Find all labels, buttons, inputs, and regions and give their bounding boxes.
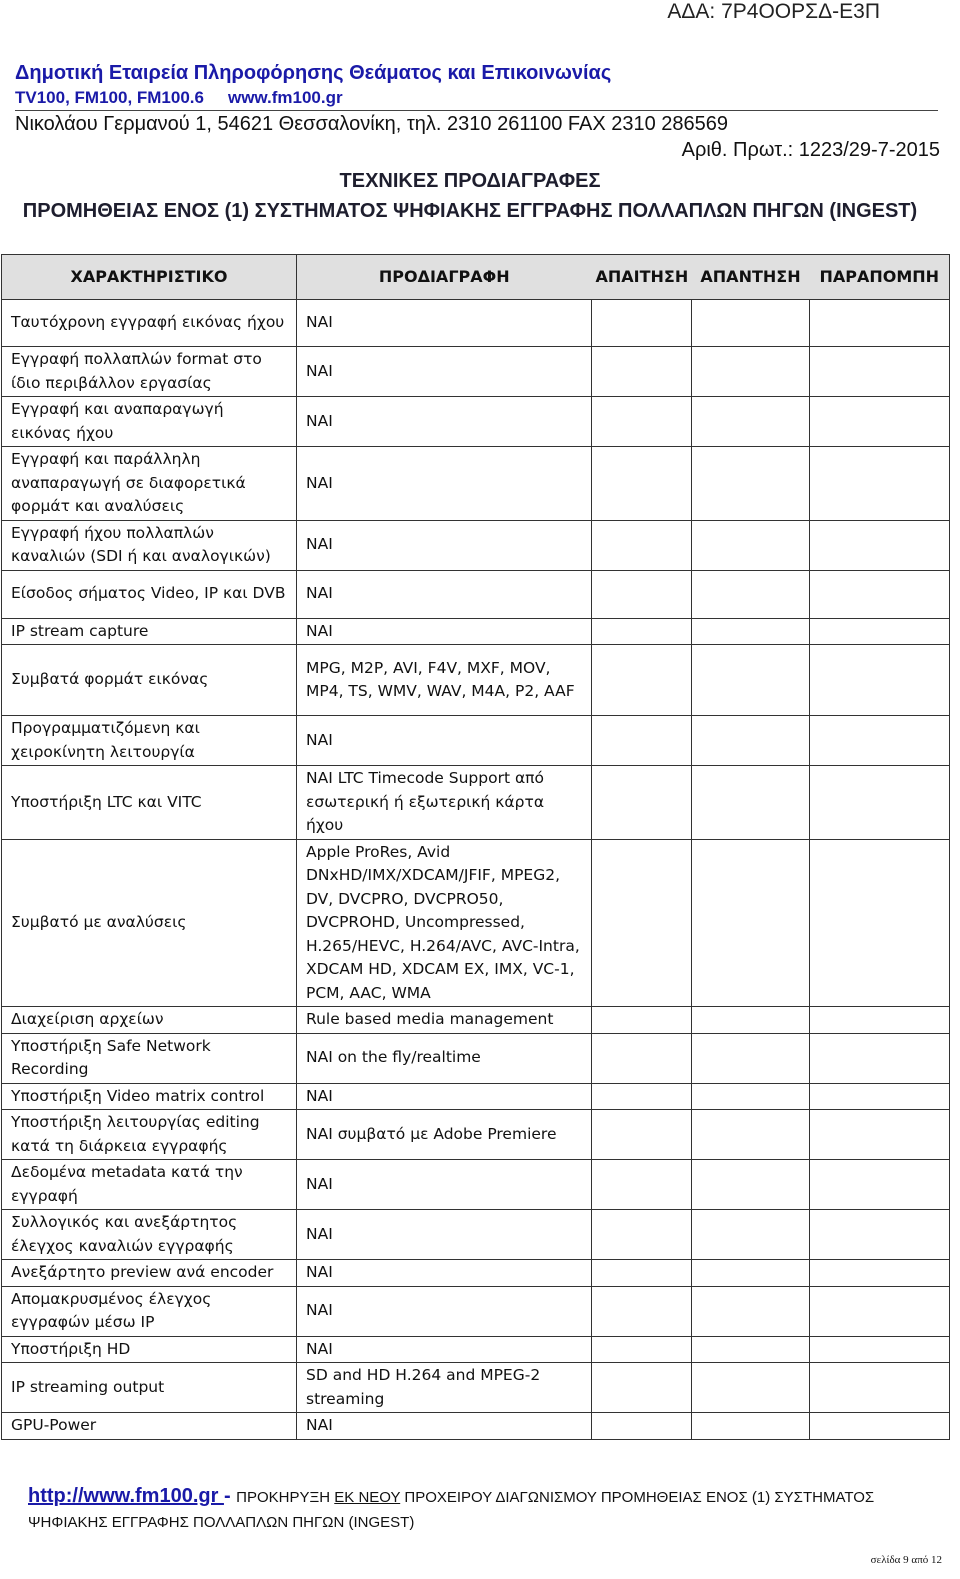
answer-cell [692,300,810,347]
reference-cell [810,520,950,570]
table-row [2,520,950,570]
spec-cell: ΝΑΙ [297,447,592,521]
spec-cell: ΝΑΙ [297,520,592,570]
requirement-cell [592,1413,692,1440]
feature-cell: Υποστήριξη Safe Network Recording [2,1033,297,1083]
spec-cell: ΝΑΙ [297,716,592,766]
reference-cell [810,1336,950,1363]
answer-cell [692,397,810,447]
reference-cell [810,645,950,716]
spec-cell: MPG, M2P, AVI, F4V, MXF, MOV, MP4, TS, WMV, WAV, M4A, P2, AAF [297,645,592,716]
answer-cell [692,716,810,766]
answer-cell [692,1336,810,1363]
requirement-cell [592,1363,692,1413]
feature-cell: IP stream capture [2,618,297,645]
table-row [2,300,950,347]
requirement-cell [592,520,692,570]
footer-text-2: ΠΡΟΧΕΙΡΟΥ ΔΙΑΓΩΝΙΣΜΟΥ ΠΡΟΜΗΘΕΙΑΣ ΕΝΟΣ (1) ΣΥΣΤΗΜΑΤΟΣ ΨΗΦΙΑΚΗΣ ΕΓΓΡΑΦΗΣ ΠΟΛΛΑΠΛΩΝ ΠΗΓΩΝ (INGEST) [28,1489,875,1531]
spec-cell: ΝΑΙ [297,1083,592,1110]
organization-url: www.fm100.gr [227,88,343,107]
answer-cell [692,1083,810,1110]
ada-code: ΑΔΑ: 7Ρ4ΟΟΡΣΔ-Ε3Π [667,0,880,23]
table-header-row [2,255,950,300]
feature-cell: GPU-Power [2,1413,297,1440]
feature-cell: Εγγραφή και παράλληλη αναπαραγωγή σε διαφορετικά φορμάτ και αναλύσεις [2,447,297,521]
feature-cell: Ανεξάρτητο preview ανά encoder [2,1260,297,1287]
requirement-cell [592,570,692,618]
reference-cell [810,1160,950,1210]
feature-cell: Συμβατά φορμάτ εικόνας [2,645,297,716]
reference-cell [810,1286,950,1336]
answer-cell [692,1260,810,1287]
answer-cell [692,1413,810,1440]
requirement-cell [592,1286,692,1336]
requirement-cell [592,1336,692,1363]
table-row [2,397,950,447]
requirement-cell [592,716,692,766]
answer-cell [692,1210,810,1260]
document-title: ΤΕΧΝΙΚΕΣ ΠΡΟΔΙΑΓΡΑΦΕΣ [339,170,601,192]
requirement-cell [592,1160,692,1210]
table-row [2,839,950,1007]
protocol-number: Αριθ. Πρωτ.: 1223/29-7-2015 [681,139,940,161]
feature-cell: Διαχείριση αρχείων [2,1007,297,1034]
specifications-table [1,254,950,1440]
requirement-cell [592,839,692,1007]
requirement-cell [592,1210,692,1260]
header-requirement: ΑΠΑΙΤΗΣΗ [592,255,692,300]
answer-cell [692,1160,810,1210]
answer-cell [692,766,810,840]
footer [28,1484,948,1535]
header-answer: ΑΠΑΝΤΗΣΗ [692,255,810,300]
table-row [2,1033,950,1083]
answer-cell [692,618,810,645]
reference-cell [810,397,950,447]
requirement-cell [592,347,692,397]
table-row [2,766,950,840]
reference-cell [810,716,950,766]
reference-cell [810,1110,950,1160]
page-number: σελίδα 9 από 12 [870,1554,942,1566]
feature-cell: Υποστήριξη λειτουργίας editing κατά τη διάρκεια εγγραφής [2,1110,297,1160]
reference-cell [810,1413,950,1440]
footer-url[interactable]: http://www.fm100.gr [28,1485,224,1507]
footer-text-underlined: ΕΚ ΝΕΟΥ [334,1489,401,1506]
feature-cell: Συλλογικός και ανεξάρτητος έλεγχος καναλιών εγγραφής [2,1210,297,1260]
requirement-cell [592,1260,692,1287]
footer-dash: - [223,1485,237,1507]
spec-cell: ΝΑΙ [297,397,592,447]
organization-channels: TV100, FM100, FM100.6 [15,88,204,107]
reference-cell [810,447,950,521]
reference-cell [810,1007,950,1034]
spec-cell: Rule based media management [297,1007,592,1034]
feature-cell: Είσοδος σήματος Video, IP και DVB [2,570,297,618]
table-row [2,1260,950,1287]
spec-cell: ΝΑΙ [297,570,592,618]
answer-cell [692,570,810,618]
table-row [2,1160,950,1210]
answer-cell [692,1110,810,1160]
reference-cell [810,618,950,645]
spec-cell: SD and HD H.264 and MPEG-2 streaming [297,1363,592,1413]
header-rule [15,110,938,111]
header-spec: ΠΡΟΔΙΑΓΡΑΦΗ [297,255,592,300]
feature-cell: Εγγραφή και αναπαραγωγή εικόνας ήχου [2,397,297,447]
table-row [2,1336,950,1363]
table-row [2,1110,950,1160]
answer-cell [692,839,810,1007]
table-row [2,1363,950,1413]
reference-cell [810,1083,950,1110]
document-subtitle: ΠΡΟΜΗΘΕΙΑΣ ΕΝΟΣ (1) ΣΥΣΤΗΜΑΤΟΣ ΨΗΦΙΑΚΗΣ ΕΓΓΡΑΦΗΣ ΠΟΛΛΑΠΛΩΝ ΠΗΓΩΝ (INGEST) [22,200,918,222]
reference-cell [810,347,950,397]
table-row [2,1286,950,1336]
feature-cell: IP streaming output [2,1363,297,1413]
answer-cell [692,520,810,570]
spec-cell: ΝΑΙ [297,1160,592,1210]
requirement-cell [592,618,692,645]
table-row [2,1413,950,1440]
organization-channels-line [15,88,343,108]
feature-cell: Δεδομένα metadata κατά την εγγραφή [2,1160,297,1210]
header-reference: ΠΑΡΑΠΟΜΠΗ [810,255,950,300]
requirement-cell [592,645,692,716]
reference-cell [810,1033,950,1083]
footer-text-1: ΠΡΟΚΗΡΥΞΗ [236,1489,335,1506]
header-feature: ΧΑΡΑΚΤΗΡΙΣΤΙΚΟ [2,255,297,300]
answer-cell [692,645,810,716]
requirement-cell [592,1083,692,1110]
organization-name: Δημοτική Εταιρεία Πληροφόρησης Θεάματος και Επικοινωνίας [15,62,612,84]
table-row [2,1007,950,1034]
table-row [2,347,950,397]
spec-cell: ΝΑΙ [297,1336,592,1363]
feature-cell: Ταυτόχρονη εγγραφή εικόνας ήχου [2,300,297,347]
table-row [2,618,950,645]
requirement-cell [592,766,692,840]
answer-cell [692,1033,810,1083]
reference-cell [810,1210,950,1260]
table-row [2,447,950,521]
answer-cell [692,1286,810,1336]
requirement-cell [592,397,692,447]
spec-cell: ΝΑΙ [297,347,592,397]
table-body [2,300,950,1440]
spec-cell: ΝΑΙ συμβατό με Adobe Premiere [297,1110,592,1160]
organization-address: Νικολάου Γερμανού 1, 54621 Θεσσαλονίκη, τηλ. 2310 261100 FAX 2310 286569 [15,113,729,135]
reference-cell [810,766,950,840]
requirement-cell [592,447,692,521]
feature-cell: Υποστήριξη HD [2,1336,297,1363]
answer-cell [692,1363,810,1413]
requirement-cell [592,1007,692,1034]
feature-cell: Υποστήριξη LTC και VITC [2,766,297,840]
table-row [2,716,950,766]
table-row [2,570,950,618]
spec-cell: Apple ProRes, Avid DNxHD/IMX/XDCAM/JFIF, MPEG2, DV, DVCPRO, DVCPRO50, DVCPROHD, Uncompressed, H.265/HEVC, H.264/AVC, AVC-Intra, XDCAM HD, XDCAM EX, IMX, VC-1, PCM, AAC, WMA [297,839,592,1007]
requirement-cell [592,1033,692,1083]
spec-cell: ΝΑΙ [297,1260,592,1287]
answer-cell [692,347,810,397]
reference-cell [810,1363,950,1413]
feature-cell: Απομακρυσμένος έλεγχος εγγραφών μέσω IP [2,1286,297,1336]
requirement-cell [592,300,692,347]
table-row [2,1210,950,1260]
feature-cell: Εγγραφή πολλαπλών format στο ίδιο περιβάλλον εργασίας [2,347,297,397]
requirement-cell [592,1110,692,1160]
spec-cell: ΝΑΙ on the fly/realtime [297,1033,592,1083]
spec-cell: ΝΑΙ [297,1210,592,1260]
spec-cell: ΝΑΙ [297,1286,592,1336]
answer-cell [692,1007,810,1034]
feature-cell: Συμβατό με αναλύσεις [2,839,297,1007]
feature-cell: Εγγραφή ήχου πολλαπλών καναλιών (SDI ή και αναλογικών) [2,520,297,570]
reference-cell [810,570,950,618]
spec-cell: ΝΑΙ [297,1413,592,1440]
table-row [2,645,950,716]
table-row [2,1083,950,1110]
reference-cell [810,1260,950,1287]
spec-cell: ΝΑΙ [297,300,592,347]
answer-cell [692,447,810,521]
reference-cell [810,839,950,1007]
feature-cell: Υποστήριξη Video matrix control [2,1083,297,1110]
reference-cell [810,300,950,347]
spec-cell: ΝΑΙ [297,618,592,645]
feature-cell: Προγραμματιζόμενη και χειροκίνητη λειτουργία [2,716,297,766]
spec-cell: ΝΑΙ LTC Timecode Support από εσωτερική ή εξωτερική κάρτα ήχου [297,766,592,840]
